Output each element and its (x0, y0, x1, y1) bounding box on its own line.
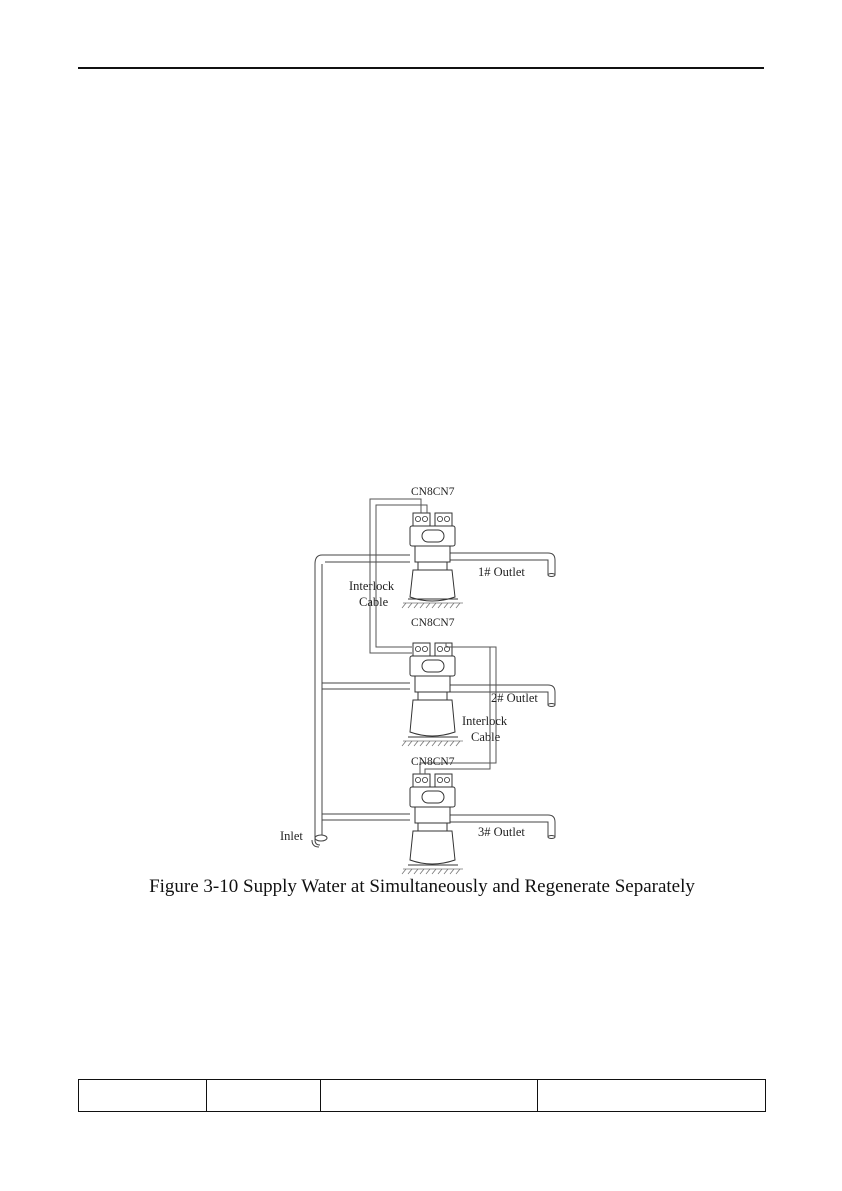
footer-row (79, 1080, 766, 1112)
cn-label-middle: CN8CN7 (411, 617, 455, 629)
interlock-cable-2-line1: Interlock (462, 714, 508, 728)
cn-label-bottom: CN8CN7 (411, 756, 455, 768)
cn-label-top: CN8CN7 (411, 486, 455, 498)
interlock-cable-1-line1: Interlock (349, 579, 395, 593)
diagram-svg (270, 475, 590, 880)
footer-cell (79, 1080, 207, 1112)
outlet-2-label: 2# Outlet (491, 691, 538, 705)
header-rule (78, 67, 764, 69)
footer-cell (207, 1080, 321, 1112)
footer-table (78, 1079, 766, 1112)
interlock-cable-1-line2: Cable (359, 595, 389, 609)
footer-cell (538, 1080, 766, 1112)
installation-diagram (270, 475, 590, 880)
footer-cell (321, 1080, 538, 1112)
outlet-3-label: 3# Outlet (478, 825, 525, 839)
outlet-1-label: 1# Outlet (478, 565, 525, 579)
interlock-cable-2-line2: Cable (471, 730, 501, 744)
figure-caption: Figure 3-10 Supply Water at Simultaneously and Regenerate Separately (149, 876, 695, 897)
inlet-label: Inlet (280, 829, 303, 843)
